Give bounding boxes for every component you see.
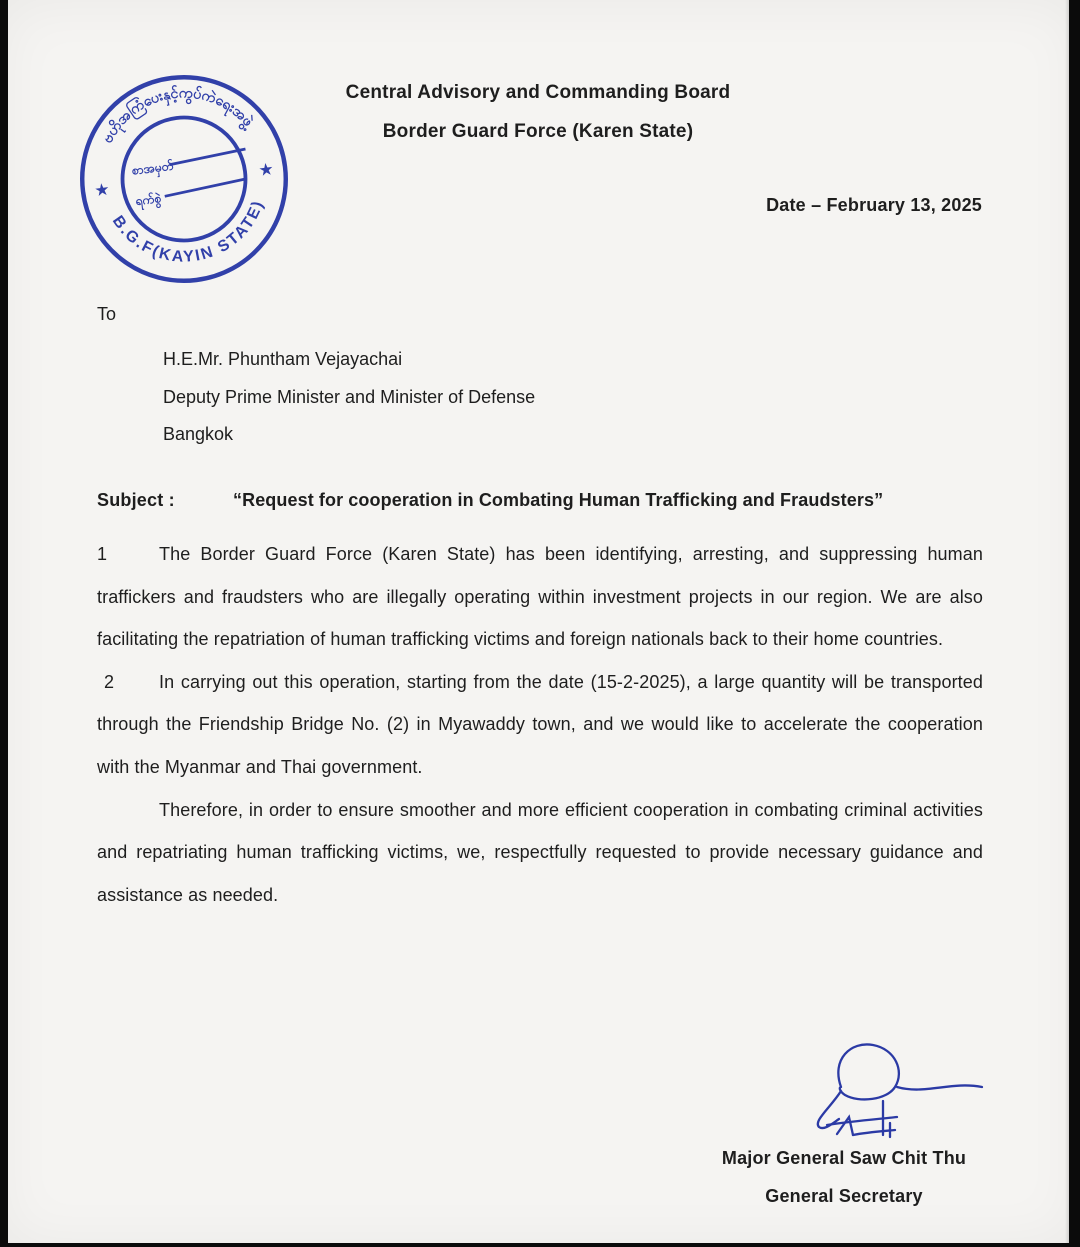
subject-label: Subject : bbox=[97, 490, 175, 510]
seal-letter-no-line bbox=[169, 149, 247, 165]
seal-star-right-icon: ★ bbox=[257, 159, 275, 181]
paragraph-1 bbox=[97, 533, 983, 661]
seal-letter-no-label: စာအမှတ် bbox=[130, 158, 175, 178]
seal-date-line bbox=[164, 179, 247, 196]
paragraph-1-number: 1 bbox=[97, 544, 108, 564]
signoff-block bbox=[704, 1139, 984, 1215]
letter-body bbox=[97, 533, 983, 916]
signature-image bbox=[793, 1035, 989, 1143]
subject-text: “Request for cooperation in Combating Human Trafficking and Fraudsters” bbox=[233, 490, 884, 510]
signer-title: General Secretary bbox=[765, 1186, 923, 1206]
org-name-line2: Border Guard Force (Karen State) bbox=[382, 121, 694, 142]
date-line: Date – February 13, 2025 bbox=[766, 195, 982, 215]
recipient-city: Bangkok bbox=[163, 424, 234, 444]
paragraph-1-text: The Border Guard Force (Karen State) has been identifying, arresting, and suppressing human traffickers and fraudsters who are illegally operating within investment projects in our region. We are also facilitating the repatriation of human trafficking victims and foreign nationals back to their home countries. bbox=[97, 544, 983, 650]
signer-name: Major General Saw Chit Thu bbox=[721, 1148, 967, 1168]
signature-loop bbox=[838, 1044, 899, 1099]
paragraph-3 bbox=[97, 789, 983, 917]
paragraph-2-number: 2 bbox=[104, 671, 115, 692]
seal-date-label: ရက်စွဲ bbox=[134, 191, 162, 209]
paragraph-2 bbox=[97, 661, 983, 789]
subject-row bbox=[97, 490, 983, 511]
seal-star-left-icon: ★ bbox=[93, 179, 111, 201]
scan-edge-bottom bbox=[0, 1243, 1080, 1247]
scan-edge-left bbox=[0, 0, 8, 1247]
recipient-name: H.E.Mr. Phuntham Vejayachai bbox=[163, 349, 403, 369]
recipient-title: Deputy Prime Minister and Minister of Defense bbox=[163, 386, 536, 407]
paragraph-2-text: In carrying out this operation, starting from the date (15-2-2025), a large quantity will be transported through the Friendship Bridge No. (2) in Myawaddy town, and we would like to accelerate the cooperation with the Myanmar and Thai government. bbox=[97, 671, 983, 777]
scan-edge-right bbox=[1069, 0, 1080, 1247]
recipient-block bbox=[163, 341, 535, 454]
org-name-line1: Central Advisory and Commanding Board bbox=[345, 82, 731, 103]
seal-bottom-arc-text: B.G.F(KAYIN STATE) bbox=[108, 197, 268, 266]
seal-top-arc-text: ဗဟိုအကြံပေးနှင့်ကွပ်ကဲရေးအဖွဲ့ bbox=[99, 85, 256, 146]
salutation-to: To bbox=[97, 304, 117, 324]
signature-tail bbox=[897, 1085, 982, 1089]
letterhead bbox=[8, 82, 1068, 143]
signature-cross-2 bbox=[853, 1130, 895, 1135]
paragraph-3-text: Therefore, in order to ensure smoother and more efficient cooperation in combating criminal activities and repatriating human trafficking victims, we, respectfully requested to provide necessary guidance and assistance as needed. bbox=[97, 799, 983, 905]
